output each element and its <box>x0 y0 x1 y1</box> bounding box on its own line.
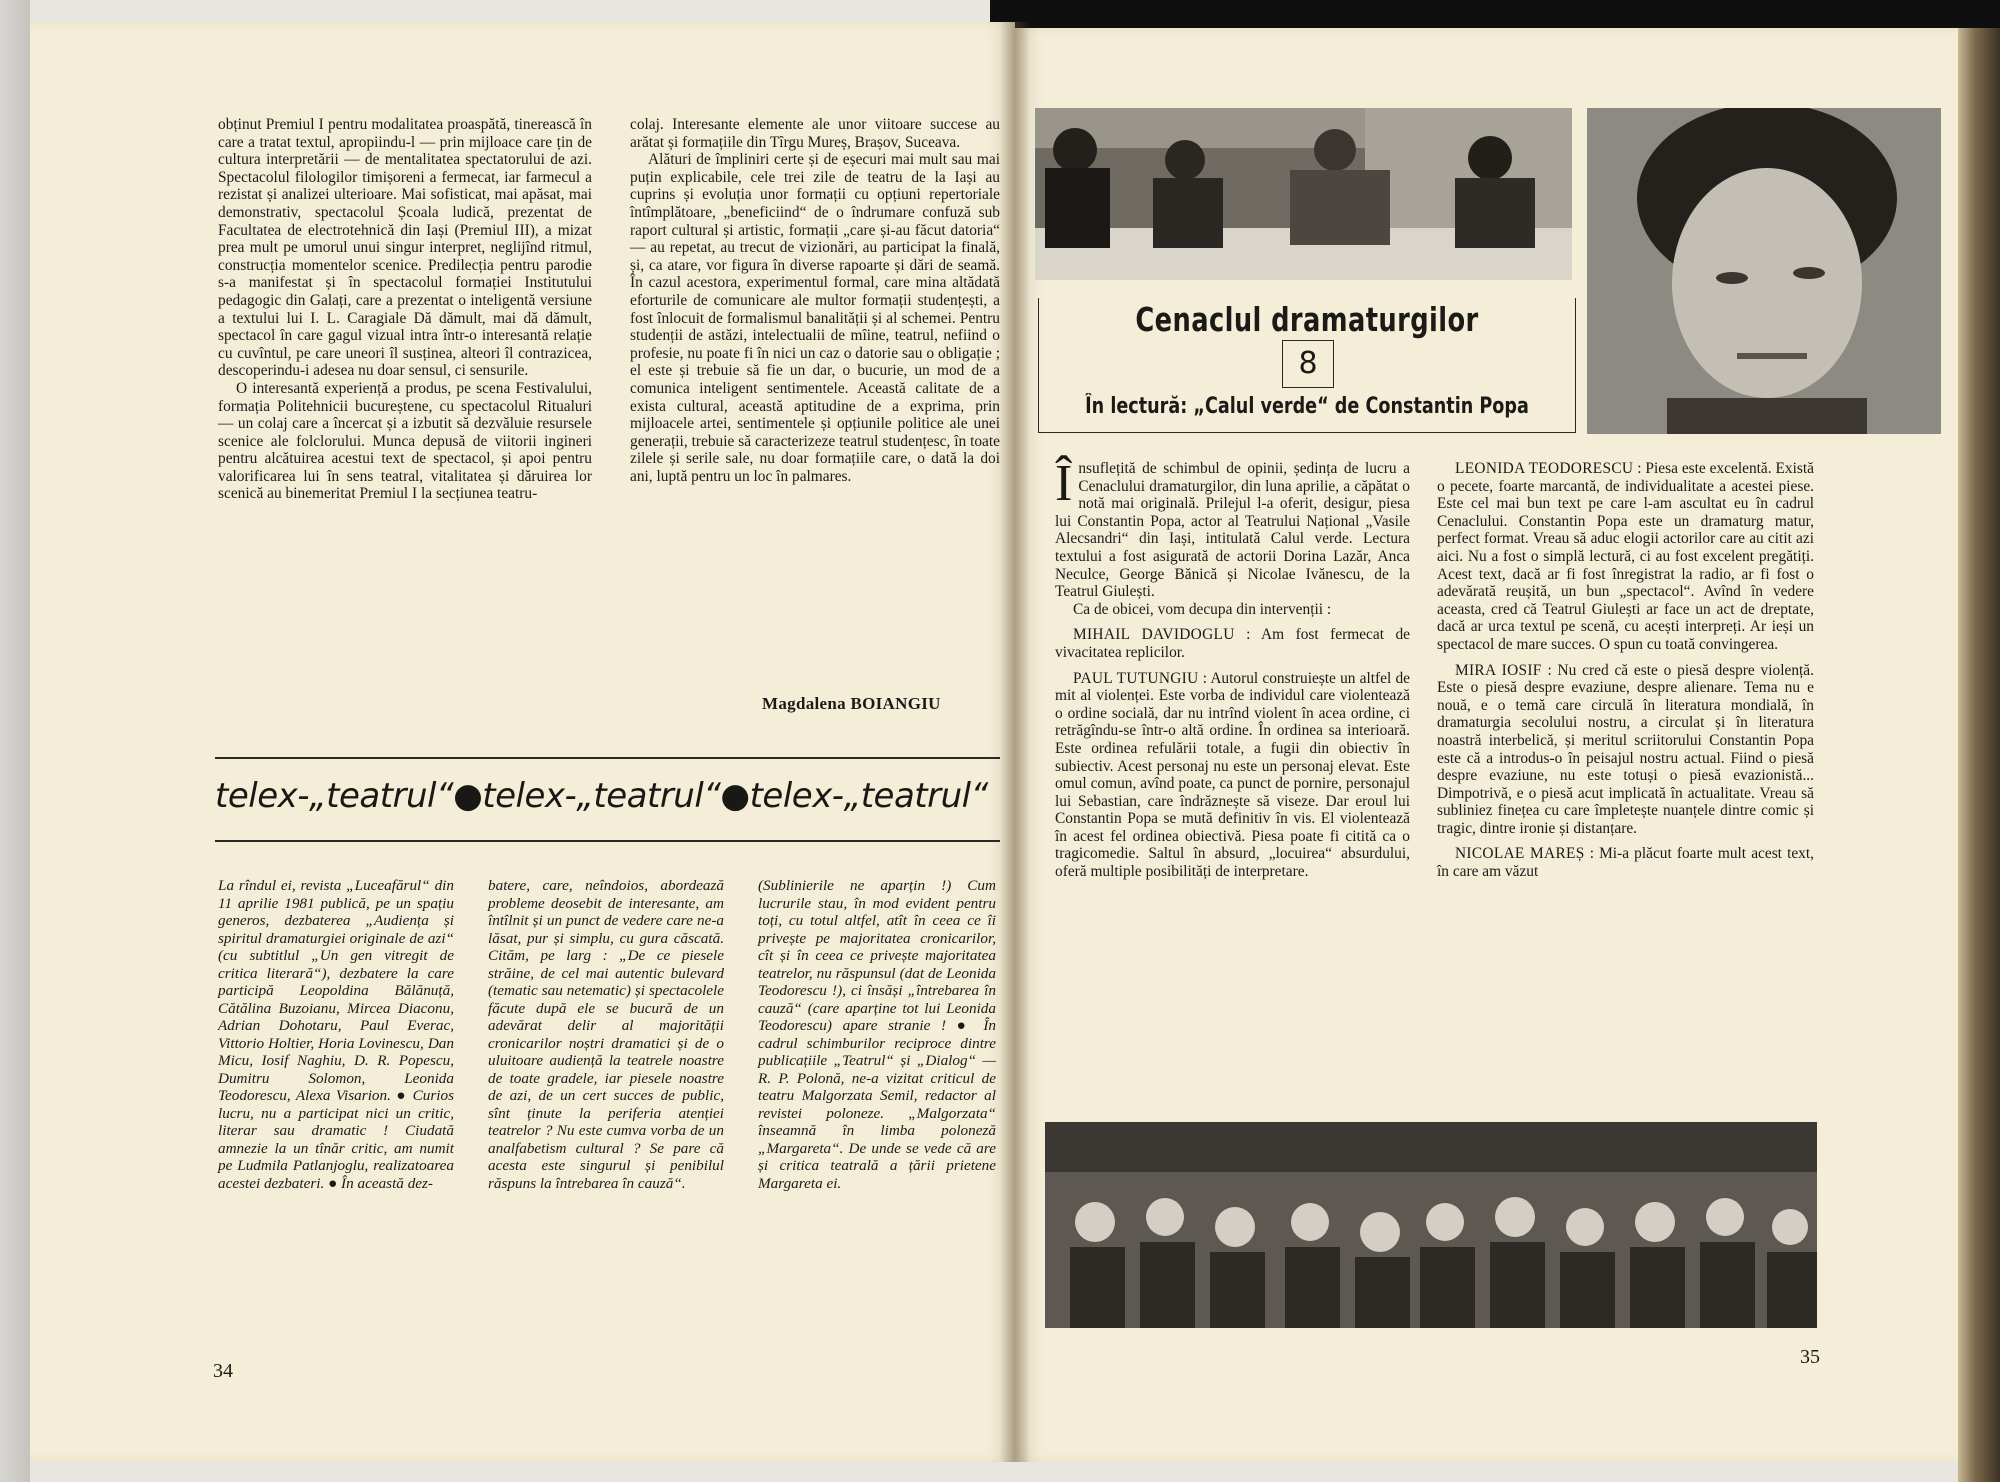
article-paragraph: colaj. Interesante elemente ale unor viitoare succese au arătat și formațiile din Tîrgu Mureș, Brașov, Suceava. <box>630 116 1000 151</box>
speaker-name: PAUL TUTUNGIU <box>1073 669 1199 687</box>
author-signature: Magdalena BOIANGIU <box>762 694 941 713</box>
drop-cap: Î <box>1055 455 1073 512</box>
article-column-1 <box>218 116 592 503</box>
section-title-box <box>1038 298 1576 433</box>
scan-margin <box>0 0 30 1482</box>
telex-column-2 <box>488 877 724 1192</box>
banner-rule-top <box>215 757 1000 759</box>
article-paragraph: obținut Premiul I pentru modalitatea proaspătă, tinerească în care a tratat textul, apropiindu-l — prin mijloace care țin de cultura interpretării — de mentalitatea spectatorului de azi. Spectacolul filologilor timișoreni a fermecat, iar farmecul a rezistat și analizei ulterioare. Mai sofisticat, mai apăsat, mai demonstrativ, spectacolul Școala ludică, prezentat de Facultatea de electrotehnică din Iași (Premiul III), a mizat prea mult pe umorul unui singur interpret, neglijînd ritmul, construcția momentelor scenice. Predilecția pentru parodie s-a manifestat și în spectacolul formației Institutului pedagogic din Galați, care a prezentat o inteligentă versiune a textului lui I. L. Caragiale Dă dămult, mai dă dămult, spectacol în care gagul vizual intra într-o interesantă relație cu cuvîntul, pe care uneori îl susținea, alteori îl contrazicea, descoperindu-i adesea nu doar sensul, ci sensurile. <box>218 116 592 380</box>
book-cover-edge <box>1958 28 2000 1482</box>
section-title: Cenaclul dramaturgilor <box>1135 300 1479 339</box>
speaker-text: : Am fost fermecat de vivacitatea replicilor. <box>1055 626 1410 661</box>
intro-text: nsuflețită de schimbul de opinii, ședința de lucru a Cenaclului dramaturgilor, din luna aprilie, a căpătat o notă mai originală. Prilejul l-a oferit, desigur, piesa lui Constantin Popa, actor al Teatrului Național „Vasile Alecsandri“ din Iași, intitulată Calul verde. Lectura textului a fost asigurată de actorii Dorina Lazăr, Anca Neculce, George Bănică și Nicolae Ivănescu, de la Teatrul Giulești. <box>1055 460 1410 601</box>
intro-text: Ca de obicei, vom decupa din intervenții : <box>1073 600 1332 618</box>
speaker-text: : Mi-a plăcut foarte mult acest text, în care am văzut <box>1437 845 1814 881</box>
cenaclu-column-2 <box>1437 460 1814 881</box>
speaker-text: : Autorul construiește un altfel de mit al violenței. Este vorba de individul care violentează o ordine socială, dar nu intrînd violent în acea ordine, ci retrăgîndu-se într-o altă ordine. În ordinea sa interioară. Este ordinea refulării totale, a fugii din obiectiv în subiectiv. Acest personaj nu este un personaj elevat. Este omul comun, avînd poate, ca punct de pornire, personajul lui Sebastian, care îndrăznește să viseze. Dar eroul lui Constantin Popa se mută definitiv în vis. El violentează în acest fel ordinea obiectivă. Piesa poate fi citită ca o tragicomedie. Saltul în absurd, „locuirea“ absurdului, oferă multiple posibilități de interpretare. <box>1055 669 1410 881</box>
speaker-name: LEONIDA TEODORESCU <box>1455 460 1634 477</box>
speaker-text: : Nu cred că este o piesă despre violență. Este o piesă despre evaziune, despre alienare. Tema nu e nouă, e o temă care circulă în literatura mondială, în dramaturgia secolului nostru, a circulat și în literatura noastră interbelică, și meritul scriitorului Constantin Popa este că a introdus-o în peisajul nostru actual. Fiind o piesă despre evaziune, nu este totuși o piesă evazionistă... Dimpotrivă, e o piesă acut implicată în actualitate. Vreau să subliniez finețea cu care împletește nuanțele dintre comic și tragic, dintre ironie și distanțare. <box>1437 661 1814 837</box>
article-column-2 <box>630 116 1000 485</box>
telex-text: batere, care, neîndoios, abordează probleme deosebit de interesante, am întîlnit și un punct de vedere care ne-a lăsat, pur și simplu, cu gura căscată. Cităm, pe larg : „De ce piesele străine, de cel mai autentic bulevard (tematic sau netematic) și spectacolele făcute după ele se bucură de un adevărat delir al majorității cronicarilor noștri dramatici și de o uluitoare audiență la teatrele noastre de toate gradele, iar piesele noastre de azi, de un cert succes de public, sînt ținute la periferia atenției teatrelor ? Nu este cumva vorba de un analfabetism cultural ? Se pare că acesta este singurul și penibilul răspuns la întrebarea în cauză“. <box>488 877 724 1192</box>
portrait-photo <box>1587 108 1941 434</box>
section-subtitle: În lectură: „Calul verde“ de Constantin Popa <box>1085 394 1529 419</box>
telex-banner: telex-„teatrul“●telex-„teatrul“●telex-„teatrul“ <box>215 776 988 816</box>
banner-rule-bottom <box>215 840 1000 842</box>
telex-column-1 <box>218 877 454 1192</box>
page-number-right: 35 <box>1800 1346 1820 1368</box>
speaker-name: MIHAIL DAVIDOGLU <box>1073 626 1235 644</box>
cenaclu-column-1 <box>1055 455 1410 881</box>
page-number-left: 34 <box>213 1360 233 1382</box>
telex-text: La rîndul ei, revista „Luceafărul“ din 11 aprilie 1981 publică, pe un spațiu generos, dezbaterea „Audiența și spiritul dramaturgiei originale de azi“ (cu subtitlul „Un gen vitregit de critica literară“), dezbatere la care participă Leopoldina Bălănuță, Cătălina Buzoianu, Mircea Diaconu, Adrian Dohotaru, Paul Everac, Vittorio Holtier, Horia Lovinescu, Dan Micu, Iosif Naghiu, D. R. Popescu, Dumitru Solomon, Leonida Teodorescu, Alexa Visarion. ● Curios lucru, nu a participat nici un critic, literar sau dramatic ! Ciudată amnezie la un tînăr critic, am numit pe Ludmila Patlanjoglu, realizatoarea acestei dezbateri. ● În această dez- <box>218 877 454 1192</box>
scan-background <box>990 0 2000 28</box>
reading-table-photo <box>1035 108 1572 280</box>
telex-text: (Sublinierile ne aparțin !) Cum lucrurile stau, în mod evident pentru toți, cu totul altfel, atît în ceea ce îi privește pe majoritatea cronicarilor, cît și în ceea ce privește majoritatea teatrelor, nu răspunsul (dat de Leonida Teodorescu !), ci însăși „întrebarea în cauză“ (care aparține tot lui Leonida Teodorescu) apare stranie ! ● În cadrul schimburilor reciproce dintre publicațiile „Teatrul“ și „Dialog“ — R. P. Polonă, ne-a vizitat criticul de teatru Malgorzata Semil, redactor al revistei poloneze. „Malgorzata“ înseamnă în limba poloneză „Margareta“. De unde se vede că are și critica teatrală a țării prietene Margareta ei. <box>758 877 996 1192</box>
speaker-name: MIRA IOSIF <box>1455 661 1542 679</box>
article-paragraph: O interesantă experiență a produs, pe scena Festivalului, formația Politehnicii bucureștene, cu spectacolul Ritualuri — un colaj care a încercat și a izbutit să dezvăluie resursele scenice ale folclorului. Munca depusă de viitorii ingineri pentru alcătuirea acestui text de spectacol, și apoi pentru valorificarea lui în sens teatral, vitalitatea și dăruirea lor scenică au binemeritat Premiul I la secțiunea teatru- <box>218 379 592 503</box>
section-number: 8 <box>1282 340 1334 388</box>
article-paragraph: Alături de împliniri certe și de eșecuri mai mult sau mai puțin explicabile, cele trei zile de teatru de la Iași au cuprins și evoluția unor formații cu opțiuni repertoriale întîmplătoare, „beneficiind“ de o îndrumare confuză sub raport cultural și artistic, formații „care și-au făcut datoria“ — au repetat, au trecut de vizionări, au participat la finală, și, ca atare, vor figura în diverse rapoarte și dări de seamă. În cazul acestora, experimentul formal, care mina altădată eforturile de comunicare ale multor formații studențești, a fost înlocuit de formalismul banalității și al schemei. Pentru studenții de astăzi, intelectualii de mîine, teatrul, nefiind o profesie, nu poate fi în nici un caz o datorie sau o obligație ; el este și trebuie să fie un dar, o bucurie, un mod de a comunica inteligent sentimentele. Această calitate de a exista cultural, această aptitudine de a exprima, prin mijloacele artei, sentimentele și opțiunile politice ale unei generații, trebuie să caracterizeze teatrul studențesc, în toate zilele și serile sale, nu doar formațiile care, o dată la doi ani, luptă pentru un loc în palmares. <box>630 151 1000 485</box>
speaker-name: NICOLAE MAREȘ <box>1455 845 1585 863</box>
page-gutter <box>1000 22 1030 1462</box>
telex-column-3 <box>758 877 996 1192</box>
audience-photo <box>1045 1122 1817 1328</box>
speaker-text: : Piesa este excelentă. Există o pecete, foarte marcantă, de individualitate a acestei piese. Este cel mai bun text pe care l-am ascultat eu în cadrul Cenaclului. Constantin Popa este un dramaturg matur, perfect format. Vreau să aduc elogii actorilor care au citit azi aici. Nu a fost o simplă lectură, ci au fost excelent pregătiți. Acest text, dacă ar fi fost înregistrat la radio, ar fi fost o adevărată reușită, un bun „spectacol“. Avînd în vedere aceasta, cred că Teatrul Giulești ar face un act de dreptate, dacă ar urca textul pe scenă, cu acești interpreți. Ar ieși un spectacol de mare succes. O spun cu toată convingerea. <box>1437 460 1814 653</box>
